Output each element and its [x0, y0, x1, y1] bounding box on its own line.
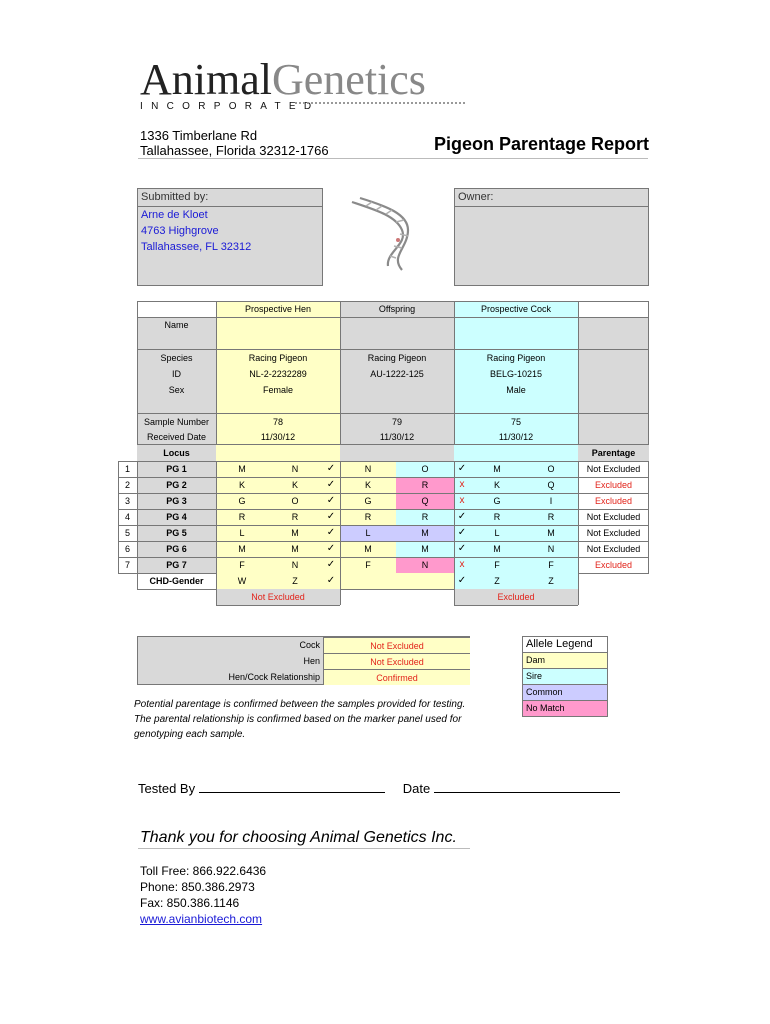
cock-overall-result: Excluded [454, 589, 578, 605]
cock-id: BELG-10215 [489, 369, 543, 379]
website-link[interactable]: www.avianbiotech.com [140, 912, 263, 926]
offspring-sample: 79 [391, 417, 402, 427]
submitted-by-label: Submitted by: [138, 189, 322, 207]
locus-parentage-result: Excluded [594, 480, 633, 490]
offspring-allele-2: N [396, 557, 454, 573]
submitter-city: Tallahassee, FL 32312 [141, 241, 252, 253]
hen-allele-2: M [268, 525, 322, 541]
row-label-sex: Sex [168, 385, 185, 395]
offspring-allele-2: R [396, 477, 454, 493]
parentage-header: Parentage [578, 445, 649, 461]
submitter-name: Arne de Kloet [141, 209, 208, 221]
grid-line [340, 589, 341, 605]
offspring-allele-2: M [396, 541, 454, 557]
offspring-species: Racing Pigeon [367, 353, 427, 363]
cock-check-mark: ✓ [454, 541, 470, 557]
cock-allele-1: M [470, 461, 524, 477]
cock-allele-1: F [470, 557, 524, 573]
hen-allele-1: R [216, 509, 268, 525]
grid-line [578, 461, 579, 605]
locus-parentage-result: Excluded [594, 560, 633, 570]
cock-allele-1: G [470, 493, 524, 509]
thanks-divider [138, 848, 470, 849]
chd-cock-check: ✓ [454, 573, 470, 589]
locus-number: 7 [124, 560, 130, 570]
chd-gender-name: CHD-Gender [149, 576, 204, 586]
offspring-allele-1: M [340, 541, 396, 557]
hen-check-mark: ✓ [322, 541, 340, 557]
hen-check-mark: ✓ [322, 477, 340, 493]
locus-header-hen [216, 445, 340, 461]
cock-species: Racing Pigeon [486, 353, 546, 363]
offspring-allele-2: Q [396, 493, 454, 509]
chd-cock-allele-2: Z [524, 573, 578, 589]
locus-name: PG 4 [137, 509, 216, 525]
hen-allele-1: K [216, 477, 268, 493]
grid-line [118, 541, 649, 542]
hen-allele-2: M [268, 541, 322, 557]
offspring-allele-2: M [396, 525, 454, 541]
locus-header: Locus [137, 445, 216, 461]
hen-allele-2: R [268, 509, 322, 525]
submitter-street: 4763 Highgrove [141, 225, 219, 237]
summary-label: Cock [299, 640, 320, 650]
row-label-id: ID [172, 369, 181, 379]
hen-allele-2: N [268, 557, 322, 573]
grid-line [216, 605, 340, 606]
grid-line [454, 301, 455, 461]
grid-line [216, 301, 217, 461]
hen-allele-1: L [216, 525, 268, 541]
hen-allele-1: F [216, 557, 268, 573]
row-label-sample: Sample Number [143, 417, 210, 427]
chd-hen-allele-2: Z [268, 573, 322, 589]
column-header-offspring: Offspring [340, 301, 454, 318]
grid-line [118, 461, 649, 462]
grid-line [118, 477, 649, 478]
grid-line [118, 509, 649, 510]
cock-allele-2: F [524, 557, 578, 573]
company-logo [140, 56, 426, 104]
header-divider [138, 158, 648, 159]
summary-label: Hen/Cock Relationship [228, 672, 320, 682]
tested-by-label: Tested By [138, 781, 196, 796]
hen-id: NL-2-2232289 [249, 369, 307, 379]
grid-line [137, 349, 649, 350]
locus-parentage-result: Excluded [594, 496, 633, 506]
offspring-allele-2: O [396, 461, 454, 477]
chd-offspring-cell [340, 573, 454, 589]
grid-line [578, 301, 579, 461]
legend-item: Sire [522, 668, 608, 685]
hen-allele-2: O [268, 493, 322, 509]
hen-species: Racing Pigeon [248, 353, 308, 363]
grid-line [454, 461, 455, 605]
summary-value: Not Excluded [323, 637, 470, 653]
cock-allele-2: R [524, 509, 578, 525]
grid-line [340, 301, 341, 461]
owner-label: Owner: [455, 189, 648, 207]
cock-check-mark: ✓ [454, 525, 470, 541]
cock-allele-1: M [470, 541, 524, 557]
date-label: Date [402, 781, 431, 796]
offspring-allele-1: R [340, 509, 396, 525]
date-field[interactable] [434, 780, 620, 793]
address-line-1: 1336 Timberlane Rd [140, 128, 258, 143]
tested-by-field[interactable] [199, 780, 385, 793]
hen-check-mark: ✓ [322, 461, 340, 477]
locus-header-offspring [340, 445, 454, 461]
grid-line [216, 461, 217, 605]
locus-header-cock [454, 445, 578, 461]
offspring-allele-1: L [340, 525, 396, 541]
grid-line [137, 413, 649, 414]
cock-allele-1: K [470, 477, 524, 493]
confirmation-note: Potential parentage is confirmed between the samples provided for testing. The parental relationship is confirmed based on the marker panel used for genotyping each sample. [134, 699, 466, 740]
fax-number: Fax: 850.386.1146 [140, 896, 240, 910]
cock-allele-2: I [524, 493, 578, 509]
chd-hen-check: ✓ [322, 573, 340, 589]
locus-number: 3 [124, 496, 130, 506]
chd-hen-allele-1: W [216, 573, 268, 589]
cock-allele-2: N [524, 541, 578, 557]
locus-parentage-result: Not Excluded [586, 512, 641, 522]
signature-line [138, 780, 620, 796]
chd-cock-allele-1: Z [470, 573, 524, 589]
column-header-hen: Prospective Hen [216, 301, 340, 318]
row-label-received: Received Date [146, 432, 207, 442]
cock-allele-2: Q [524, 477, 578, 493]
locus-name: PG 1 [137, 461, 216, 477]
locus-number: 4 [124, 512, 130, 522]
column-header-cock: Prospective Cock [454, 301, 578, 318]
cock-sample: 75 [510, 417, 521, 427]
locus-parentage-result: Not Excluded [586, 544, 641, 554]
grid-line [137, 317, 649, 318]
summary-label: Hen [303, 656, 320, 666]
cock-received: 11/30/12 [498, 432, 534, 442]
cock-allele-2: O [524, 461, 578, 477]
legend-title: Allele Legend [522, 636, 608, 653]
offspring-allele-2: R [396, 509, 454, 525]
offspring-allele-1: F [340, 557, 396, 573]
cock-check-mark: x [454, 493, 470, 509]
submitted-by-box [137, 188, 323, 286]
table-top-line [137, 301, 649, 302]
cock-allele-1: L [470, 525, 524, 541]
locus-number: 6 [124, 544, 130, 554]
locus-name: PG 2 [137, 477, 216, 493]
legend-item: Common [522, 684, 608, 701]
offspring-id: AU-1222-125 [370, 369, 424, 379]
grid-line [648, 461, 649, 573]
cock-sex: Male [506, 385, 526, 395]
hen-allele-2: N [268, 461, 322, 477]
cock-check-mark: ✓ [454, 509, 470, 525]
hen-check-mark: ✓ [322, 509, 340, 525]
hen-received: 11/30/12 [260, 432, 296, 442]
locus-parentage-result: Not Excluded [586, 528, 641, 538]
cock-allele-1: R [470, 509, 524, 525]
cock-check-mark: ✓ [454, 461, 470, 477]
cock-check-mark: x [454, 477, 470, 493]
summary-value: Confirmed [323, 669, 470, 685]
locus-number: 1 [124, 464, 130, 474]
hen-check-mark: ✓ [322, 525, 340, 541]
offspring-allele-1: N [340, 461, 396, 477]
grid-line [454, 605, 578, 606]
hen-allele-1: M [216, 461, 268, 477]
logo-subtitle: INCORPORATED [140, 101, 320, 112]
hen-sample: 78 [272, 417, 283, 427]
cock-allele-2: M [524, 525, 578, 541]
locus-number: 5 [124, 528, 130, 538]
hen-overall-result: Not Excluded [216, 589, 340, 605]
hen-allele-1: M [216, 541, 268, 557]
hen-sex: Female [262, 385, 293, 395]
legend-item: Dam [522, 652, 608, 669]
offspring-received: 11/30/12 [379, 432, 415, 442]
toll-free-number: Toll Free: 866.922.6436 [140, 864, 267, 878]
grid-line [340, 461, 341, 589]
address-line-2: Tallahassee, Florida 32312-1766 [140, 143, 329, 158]
locus-number: 2 [124, 480, 130, 490]
grid-line [648, 301, 649, 461]
hen-check-mark: ✓ [322, 557, 340, 573]
dna-helix-icon [346, 196, 418, 274]
cock-check-mark: x [454, 557, 470, 573]
locus-name: PG 3 [137, 493, 216, 509]
hen-allele-1: G [216, 493, 268, 509]
grid-line [137, 461, 138, 589]
logo-dotted-rule [295, 102, 465, 104]
grid-line [118, 525, 649, 526]
report-title: Pigeon Parentage Report [434, 134, 650, 154]
grid-line [118, 461, 119, 573]
parentage-column-bg [578, 317, 649, 444]
locus-name: PG 6 [137, 541, 216, 557]
hen-allele-2: K [268, 477, 322, 493]
row-label-name: Name [164, 320, 189, 330]
logo-word-animal: Animal [140, 55, 272, 104]
grid-line [118, 493, 649, 494]
grid-line [137, 301, 138, 461]
locus-name: PG 7 [137, 557, 216, 573]
row-label-species: Species [160, 353, 193, 363]
offspring-allele-1: G [340, 493, 396, 509]
offspring-allele-1: K [340, 477, 396, 493]
owner-box [454, 188, 649, 286]
thank-you-message: Thank you for choosing Animal Genetics Inc. [140, 829, 457, 846]
summary-value: Not Excluded [323, 653, 470, 669]
grid-line [118, 557, 649, 558]
legend-item: No Match [522, 700, 608, 717]
phone-number: Phone: 850.386.2973 [140, 880, 255, 894]
locus-parentage-result: Not Excluded [586, 464, 641, 474]
locus-name: PG 5 [137, 525, 216, 541]
hen-check-mark: ✓ [322, 493, 340, 509]
logo-word-genetics: Genetics [271, 55, 426, 104]
